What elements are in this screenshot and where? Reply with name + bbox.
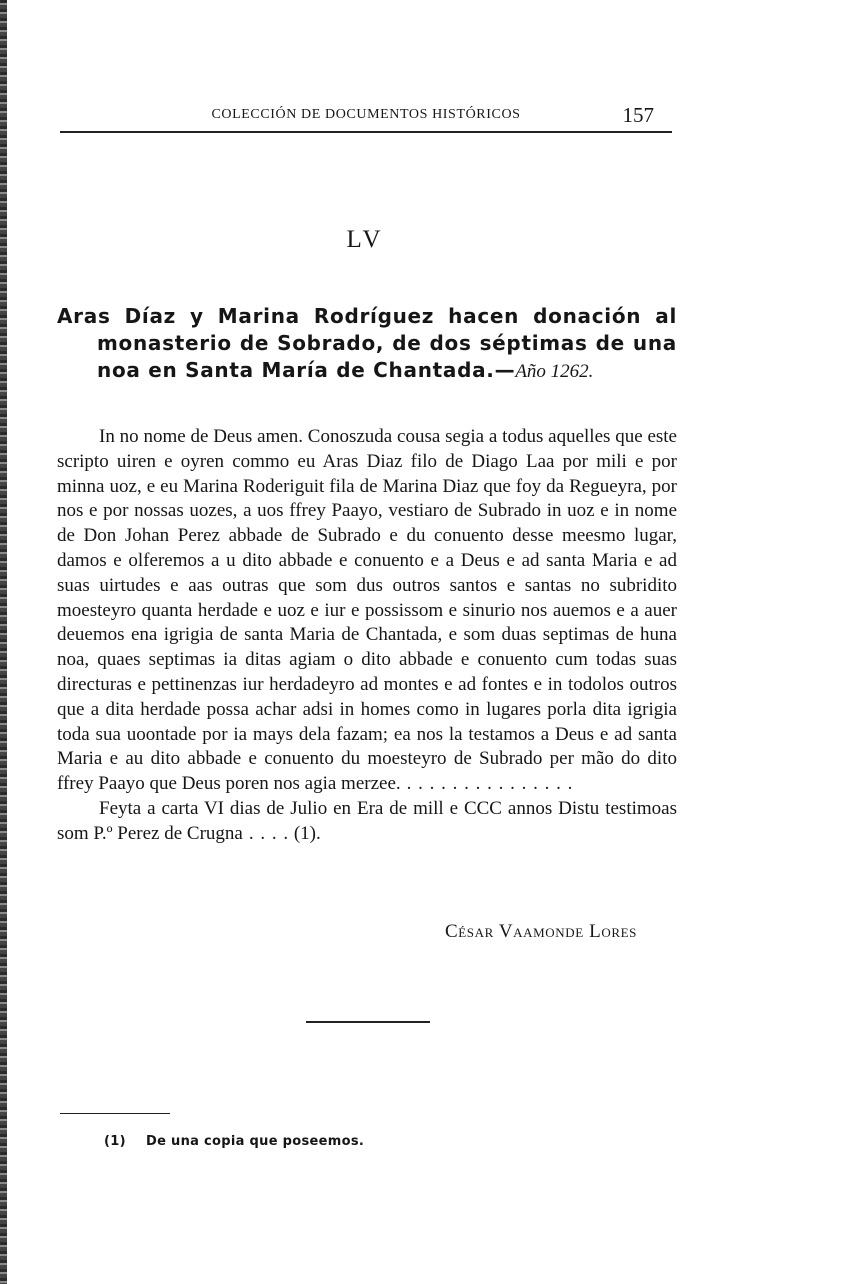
page-number: 157	[622, 103, 654, 127]
heading-dash: —	[494, 358, 516, 382]
paragraph-2-text: Feyta a carta VI dias de Julio en Era de mill e CCC annos Distu testimoas som P.º Perez de Crugna	[57, 797, 677, 844]
closing-rule	[306, 1021, 430, 1023]
heading-line-3-text: noa en Santa María de Chantada.	[97, 358, 495, 382]
footnote	[104, 1134, 364, 1149]
paragraph-1-text: In no nome de Deus amen. Conoszuda cousa segia a todus aquelles que este scripto uiren e oyren commo eu Aras Diaz filo de Diago Laa por mili e por minna uoz, e eu Marina Roderiguit fila de Marina Diaz que foy da Regueyra, por nos e por nossas uozes, a uos ffrey Paayo, vestiaro de Subrado in uoz e in nome de Don Johan Perez abbade de Subrado e du conuento desse meesmo lugar, damos e olferemos a u dito abbade e conuento e a Deus e ad santa Maria e ad suas uirtudes e aas outras que som dus outros santos e santas no subridito moesteyro quanta herdade e uoz e iur e possissom e sinurio nos auemos e a auer deuemos ena igrigia de santa Maria de Chantada, e som duas septimas de huna noa, quaes septimas ia ditas agiam o dito abbade e conuento cum todas suas directuras e pettinenzas iur herdadeyro ad montes e ad fontes e in todolos outros que a dita herdade possa achar adsi in homes como in lugares porla dita igrigia toda sua uoontade por ia mays dela fazam; ea nos la testamos a Deus e ad santa Maria e au dito abbade e conuento du moesteyro de Subrado per mão do dito ffrey Paayo que Deus poren nos agia merzee.	[57, 426, 677, 795]
footnote-marker: (1)	[104, 1134, 126, 1149]
heading-line-1: Aras Díaz y Marina Rodríguez hacen donación al	[57, 304, 677, 328]
signature: César Vaamonde Lores	[444, 921, 637, 942]
document-number: LV	[346, 226, 384, 253]
document-heading	[57, 303, 677, 385]
running-header	[60, 103, 672, 133]
heading-year: Año 1262.	[515, 361, 594, 382]
body-paragraph-1	[57, 425, 677, 797]
paragraph-2-leaders: . . . .	[248, 822, 290, 844]
scanned-page-edge	[0, 0, 7, 1284]
document-body	[57, 425, 677, 847]
body-paragraph-2	[57, 797, 677, 847]
heading-line-2: monasterio de Sobrado, de dos séptimas de una	[97, 331, 677, 355]
heading-line-3	[57, 357, 677, 385]
footnote-text: De una copia que poseemos.	[146, 1134, 365, 1149]
footnote-rule	[60, 1113, 170, 1114]
footnote-reference[interactable]: (1).	[293, 822, 321, 844]
running-title: COLECCIÓN DE DOCUMENTOS HISTÓRICOS	[211, 107, 521, 122]
paragraph-1-leaders: . . . . . . . . . . . . . . .	[406, 773, 574, 795]
